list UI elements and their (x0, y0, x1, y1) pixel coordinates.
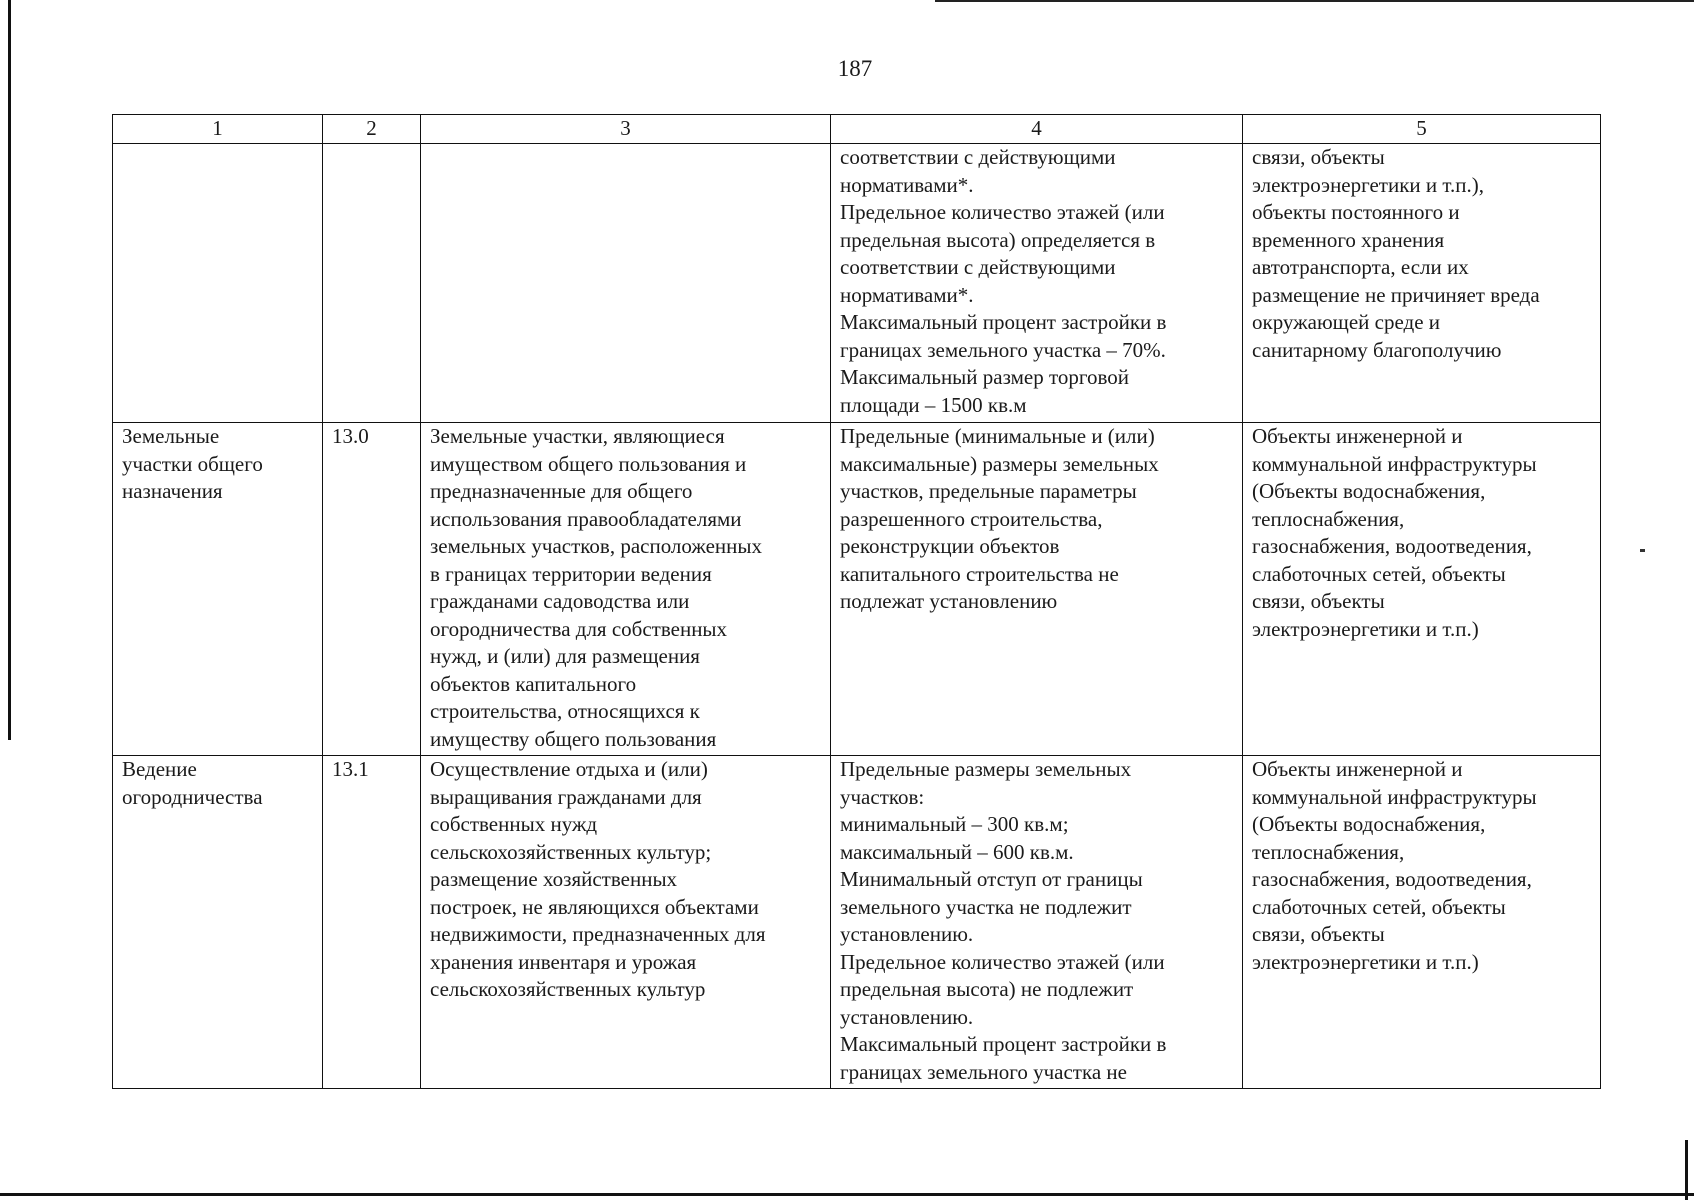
cell-text-line: временного хранения (1252, 227, 1445, 252)
scan-stray-mark (1640, 549, 1645, 552)
code-cell (323, 144, 421, 423)
cell-text-line: связи, объекты (1252, 922, 1385, 946)
description-cell (421, 756, 831, 1089)
cell-text-line: Предельное количество этажей (или (840, 949, 1165, 974)
cell-text-line: гражданами садоводства или (430, 589, 690, 613)
code-cell (323, 423, 421, 756)
cell-text-line: Предельные (минимальные и (или) (840, 424, 1155, 448)
cell-text-line: размещение хозяйственных (430, 867, 678, 891)
cell-text-line: коммунальной инфраструктуры (1252, 784, 1537, 809)
table-header-row (113, 115, 1601, 144)
cell-text-line: минимальный – 300 кв.м; (840, 812, 1069, 836)
cell-text-line: санитарному благополучию (1252, 337, 1502, 362)
parameters-cell (831, 144, 1243, 423)
cell-text-line: сельскохозяйственных культур; (430, 839, 712, 864)
cell-text-line: сельскохозяйственных культур (430, 977, 706, 1001)
cell-text-line: газоснабжения, водоотведения, (1252, 534, 1532, 558)
cell-text-line: установлению. (840, 1004, 974, 1029)
table-row (113, 423, 1601, 756)
code-cell (323, 756, 421, 1089)
scan-edge-top (935, 0, 1694, 2)
cell-text-line: Осуществление отдыха и (или) (430, 757, 708, 781)
cell-text-line: Предельное количество этажей (или (840, 200, 1165, 224)
cell-text-line: электроэнергетики и т.п.) (1252, 949, 1479, 974)
cell-text-line: слаботочных сетей, объекты (1252, 561, 1506, 586)
description-cell (421, 423, 831, 756)
cell-text-line: реконструкции объектов (840, 534, 1060, 558)
permitted-objects-cell (1243, 144, 1601, 423)
cell-text-line: выращивания гражданами для (430, 784, 702, 809)
cell-text-line: максимальные) размеры земельных (840, 451, 1159, 476)
cell-text-line: построек, не являющихся объектами (430, 894, 759, 919)
cell-text-line: предназначенные для общего (430, 479, 693, 503)
cell-text-line: собственных нужд (430, 812, 598, 836)
cell-text-line: максимальный – 600 кв.м. (840, 839, 1074, 864)
cell-text-line: электроэнергетики и т.п.), (1252, 172, 1484, 197)
cell-text-line: участки общего (122, 451, 263, 476)
cell-text-line: соответствии с действующими (840, 255, 1116, 279)
cell-text-line: хранения инвентаря и урожая (430, 949, 697, 974)
cell-text-line: предельная высота) не подлежит (840, 977, 1134, 1001)
cell-text-line: (Объекты водоснабжения, (1252, 479, 1486, 503)
parameters-cell (831, 423, 1243, 756)
cell-text-line: разрешенного строительства, (840, 506, 1103, 531)
column-header: 5 (1243, 115, 1601, 144)
scan-edge-left (8, 0, 11, 740)
cell-text-line: строительства, относящихся к (430, 699, 700, 723)
cell-text-line: связи, объекты (1252, 589, 1385, 613)
description-cell (421, 144, 831, 423)
cell-text-line: объекты постоянного и (1252, 200, 1460, 224)
cell-text-line: недвижимости, предназначенных для (430, 922, 766, 946)
cell-text-line: имуществу общего пользования (430, 726, 717, 751)
cell-text-line: газоснабжения, водоотведения, (1252, 867, 1532, 891)
column-header: 2 (323, 115, 421, 144)
table-row (113, 756, 1601, 1089)
cell-text-line: Предельные размеры земельных (840, 757, 1132, 781)
column-header: 1 (113, 115, 323, 144)
cell-text-line: соответствии с действующими (840, 145, 1116, 169)
cell-text-line: огородничества для собственных (430, 616, 728, 641)
cell-text-line: коммунальной инфраструктуры (1252, 451, 1537, 476)
cell-text-line: предельная высота) определяется в (840, 227, 1156, 252)
cell-text-line: Максимальный процент застройки в (840, 310, 1167, 334)
cell-text-line: теплоснабжения, (1252, 839, 1405, 864)
cell-text-line: Объекты инженерной и (1252, 757, 1463, 781)
cell-text-line: Ведение (122, 757, 197, 781)
cell-text-line: земельных участков, расположенных (430, 534, 763, 558)
cell-text-line: использования правообладателями (430, 506, 742, 531)
cell-text-line: Максимальный процент застройки в (840, 1032, 1167, 1056)
permitted-objects-cell (1243, 756, 1601, 1089)
cell-text-line: связи, объекты (1252, 145, 1385, 169)
cell-text-line: нужд, и (или) для размещения (430, 644, 700, 668)
cell-text-line: огородничества (122, 784, 263, 809)
land-use-name-cell (113, 144, 323, 423)
cell-text-line: участков, предельные параметры (840, 479, 1137, 503)
cell-text-line: объектов капитального (430, 671, 637, 696)
cell-text-line: Минимальный отступ от границы (840, 867, 1143, 891)
cell-text-line: границах земельного участка – 70%. (840, 337, 1166, 362)
cell-text-line: теплоснабжения, (1252, 506, 1405, 531)
cell-text-line: участков: (840, 784, 925, 809)
table-row (113, 144, 1601, 423)
cell-text-line: нормативами*. (840, 282, 974, 307)
cell-text-line: (Объекты водоснабжения, (1252, 812, 1486, 836)
cell-text-line: слаботочных сетей, объекты (1252, 894, 1506, 919)
cell-text-line: электроэнергетики и т.п.) (1252, 616, 1479, 641)
cell-text-line: площади – 1500 кв.м (840, 392, 1027, 417)
cell-text-line: имуществом общего пользования и (430, 451, 747, 476)
cell-text-line: границах земельного участка не (840, 1059, 1127, 1084)
cell-text-line: Земельные участки, являющиеся (430, 424, 725, 448)
page-number: 187 (837, 56, 873, 81)
cell-text-line: Земельные (122, 424, 220, 448)
cell-text-line: Максимальный размер торговой (840, 365, 1129, 389)
parameters-cell (831, 756, 1243, 1089)
cell-text-line: Объекты инженерной и (1252, 424, 1463, 448)
cell-text-line: установлению. (840, 922, 974, 946)
cell-text-line: капитального строительства не (840, 561, 1119, 586)
permitted-objects-cell (1243, 423, 1601, 756)
cell-text-line: автотранспорта, если их (1252, 255, 1469, 279)
column-header: 3 (421, 115, 831, 144)
cell-text-line: в границах территории ведения (430, 561, 712, 586)
cell-text-line: нормативами*. (840, 172, 974, 197)
cell-text-line: окружающей среде и (1252, 310, 1441, 334)
land-use-table (112, 114, 1601, 1089)
cell-text-line: размещение не причиняет вреда (1252, 282, 1540, 307)
scan-edge-bottom (0, 1193, 1694, 1196)
land-use-name-cell (113, 423, 323, 756)
column-header: 4 (831, 115, 1243, 144)
scan-edge-right (1685, 1140, 1688, 1200)
cell-text-line: земельного участка не подлежит (840, 894, 1132, 919)
cell-text-line: 13.1 (332, 757, 369, 781)
cell-text-line: назначения (122, 479, 223, 503)
land-use-name-cell (113, 756, 323, 1089)
cell-text-line: 13.0 (332, 424, 369, 448)
cell-text-line: подлежат установлению (840, 589, 1058, 613)
